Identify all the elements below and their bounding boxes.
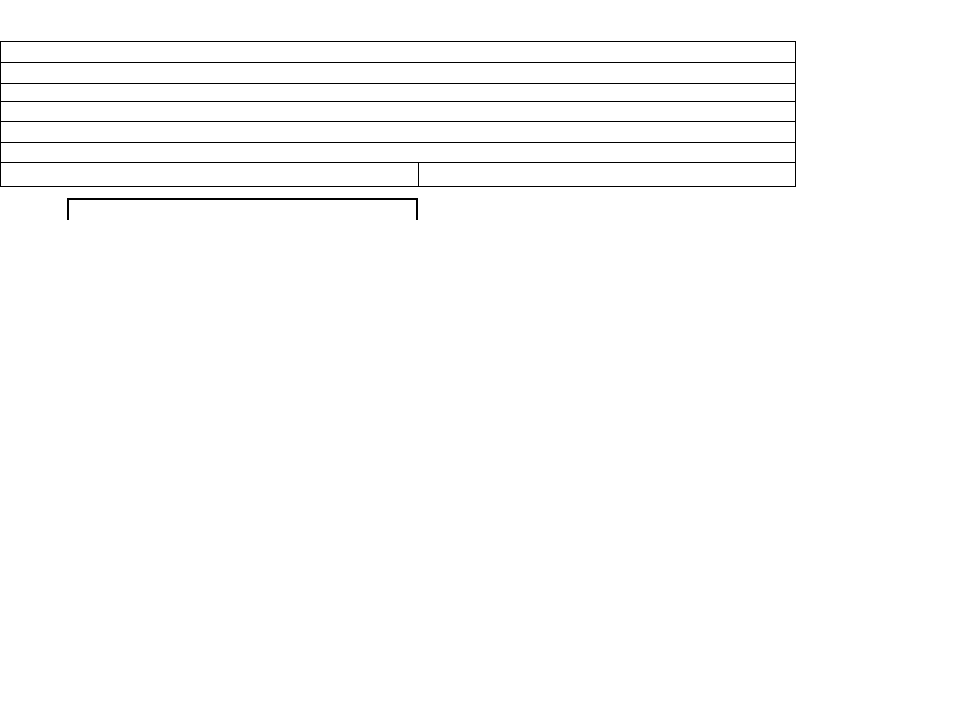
section-box-right bbox=[416, 198, 418, 220]
row-divider bbox=[0, 121, 795, 122]
row-divider bbox=[0, 62, 795, 63]
cell-divider bbox=[418, 162, 419, 186]
table-row bbox=[0, 82, 960, 101]
section-box-left bbox=[67, 198, 69, 220]
table-row bbox=[0, 124, 960, 143]
total-other-row bbox=[0, 163, 960, 185]
row-divider bbox=[0, 186, 795, 187]
table-row bbox=[0, 102, 960, 121]
total-main-row bbox=[0, 142, 960, 162]
table-row bbox=[0, 42, 960, 61]
section-box-top bbox=[67, 198, 417, 200]
table-row bbox=[0, 64, 960, 83]
